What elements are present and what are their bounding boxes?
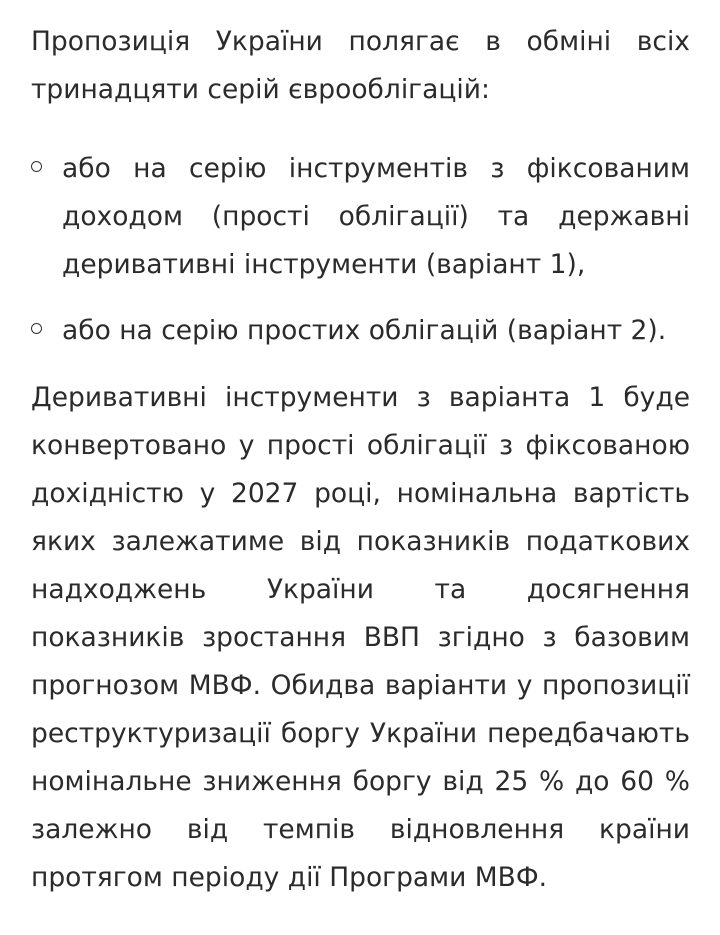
body-paragraph: Деривативні інструменти з варіанта 1 буде конвертовано у прості облігації з фіксованою дохідністю у 2027 році, номінальна вартість яких залежатиме від показників податкових надходжень України та досягнення показників зростання ВВП згідно з базовим прогнозом МВФ. Обидва варіанти у пропозиції реструктуризації боргу України передбачають номінальне зниження боргу від 25 % до 60 % залежно від темпів відновлення країни протягом періоду дії Програми МВФ. (31, 382, 690, 893)
list-item-text: або на серію простих облігацій (варіант 2). (62, 315, 667, 346)
options-list (31, 145, 690, 355)
list-item-text: або на серію інструментів з фіксованим доходом (прості облігації) та державні деривативні інструменти (варіант 1), (62, 153, 690, 280)
intro-paragraph: Пропозиція України полягає в обміні всіх тринадцяти серій єврооблігацій: (31, 26, 690, 105)
article-body (31, 18, 690, 902)
circle-bullet-icon (31, 323, 42, 334)
circle-bullet-icon (31, 161, 42, 172)
list-item (31, 145, 690, 289)
list-item (31, 307, 690, 355)
